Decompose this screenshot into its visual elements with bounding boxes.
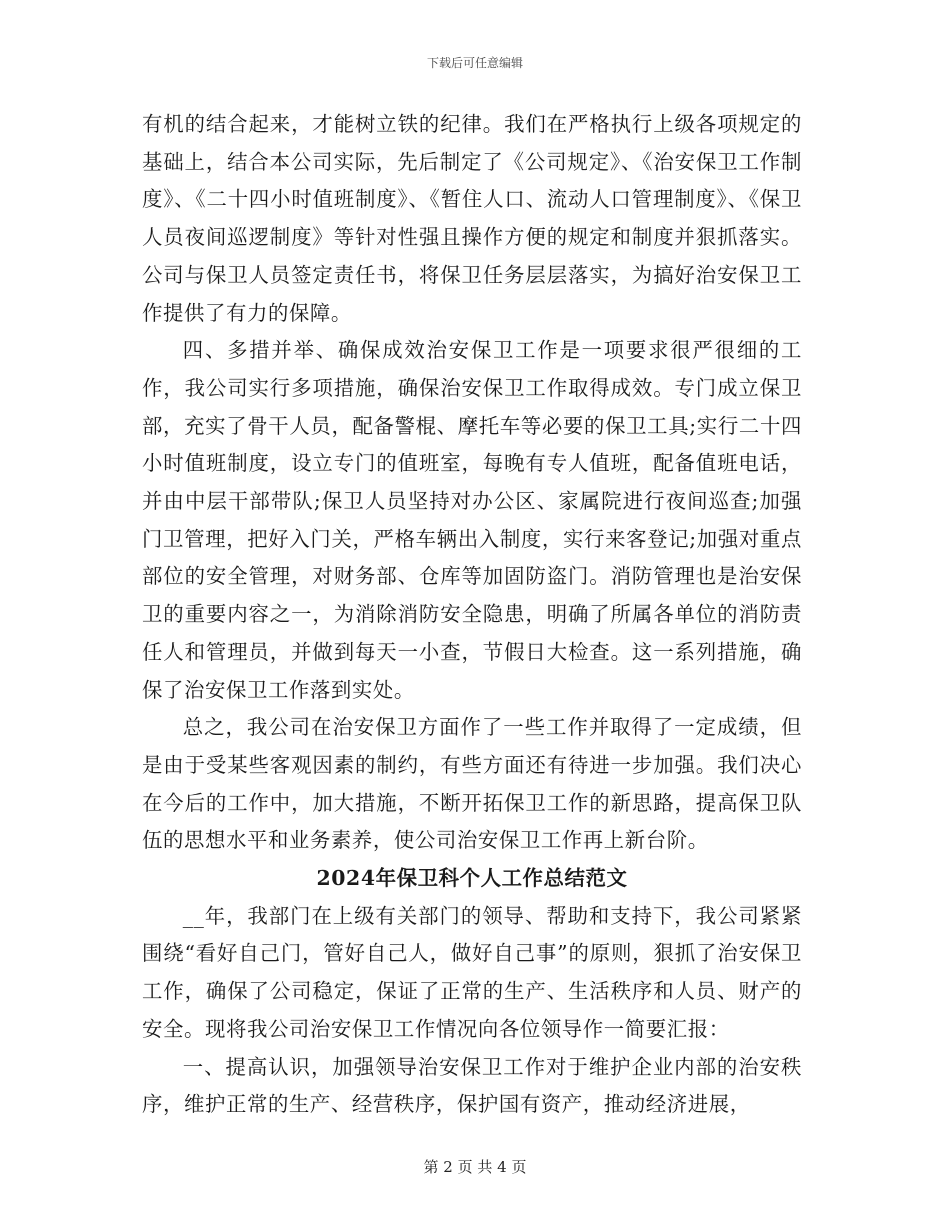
document-body [142,106,802,1124]
page-footer: 第 2 页 共 4 页 [423,1158,527,1176]
paragraph-intro: __年，我部门在上级有关部门的领导、帮助和支持下，我公司紧紧围绕“看好自己门，管好自己人，做好自己事”的原则，狠抓了治安保卫工作，确保了公司稳定，保证了正常的生产、生活秩序和人员、财产的安全。现将我公司治安保卫工作情况向各位领导作一简要汇报： [142,903,802,1041]
paragraph-summary: 总之，我公司在治安保卫方面作了一些工作并取得了一定成绩，但是由于受某些客观因素的制约，有些方面还有待进一步加强。我们决心在今后的工作中，加大措施，不断开拓保卫工作的新思路，提高保卫队伍的思想水平和业务素养，使公司治安保卫工作再上新台阶。 [142,715,802,853]
paragraph-continued: 有机的结合起来，才能树立铁的纪律。我们在严格执行上级各项规定的基础上，结合本公司实际，先后制定了《公司规定》、《治安保卫工作制度》、《二十四小时值班制度》、《暂住人口、流动人口管理制度》、《保卫人员夜间巡逻制度》等针对性强且操作方便的规定和制度并狠抓落实。公司与保卫人员签定责任书，将保卫任务层层落实，为搞好治安保卫工作提供了有力的保障。 [142,112,802,325]
section-title: 2024年保卫科个人工作总结范文 [316,866,628,891]
paragraph-four: 四、多措并举、确保成效治安保卫工作是一项要求很严很细的工作，我公司实行多项措施，确保治安保卫工作取得成效。专门成立保卫部，充实了骨干人员，配备警棍、摩托车等必要的保卫工具;实行二十四小时值班制度，设立专门的值班室，每晚有专人值班，配备值班电话，并由中层干部带队;保卫人员坚持对办公区、家属院进行夜间巡查;加强门卫管理，把好入门关，严格车辆出入制度，实行来客登记;加强对重点部位的安全管理，对财务部、仓库等加固防盗门。消防管理也是治安保卫的重要内容之一，为消除消防安全隐患，明确了所属各单位的消防责任人和管理员，并做到每天一小查，节假日大检查。这一系列措施，确保了治安保卫工作落到实处。 [142,338,802,702]
page-header: 下载后可任意编辑 [426,56,523,70]
paragraph-one: 一、提高认识，加强领导治安保卫工作对于维护企业内部的治安秩序，维护正常的生产、经营秩序，保护国有资产，推动经济进展， [142,1054,802,1117]
